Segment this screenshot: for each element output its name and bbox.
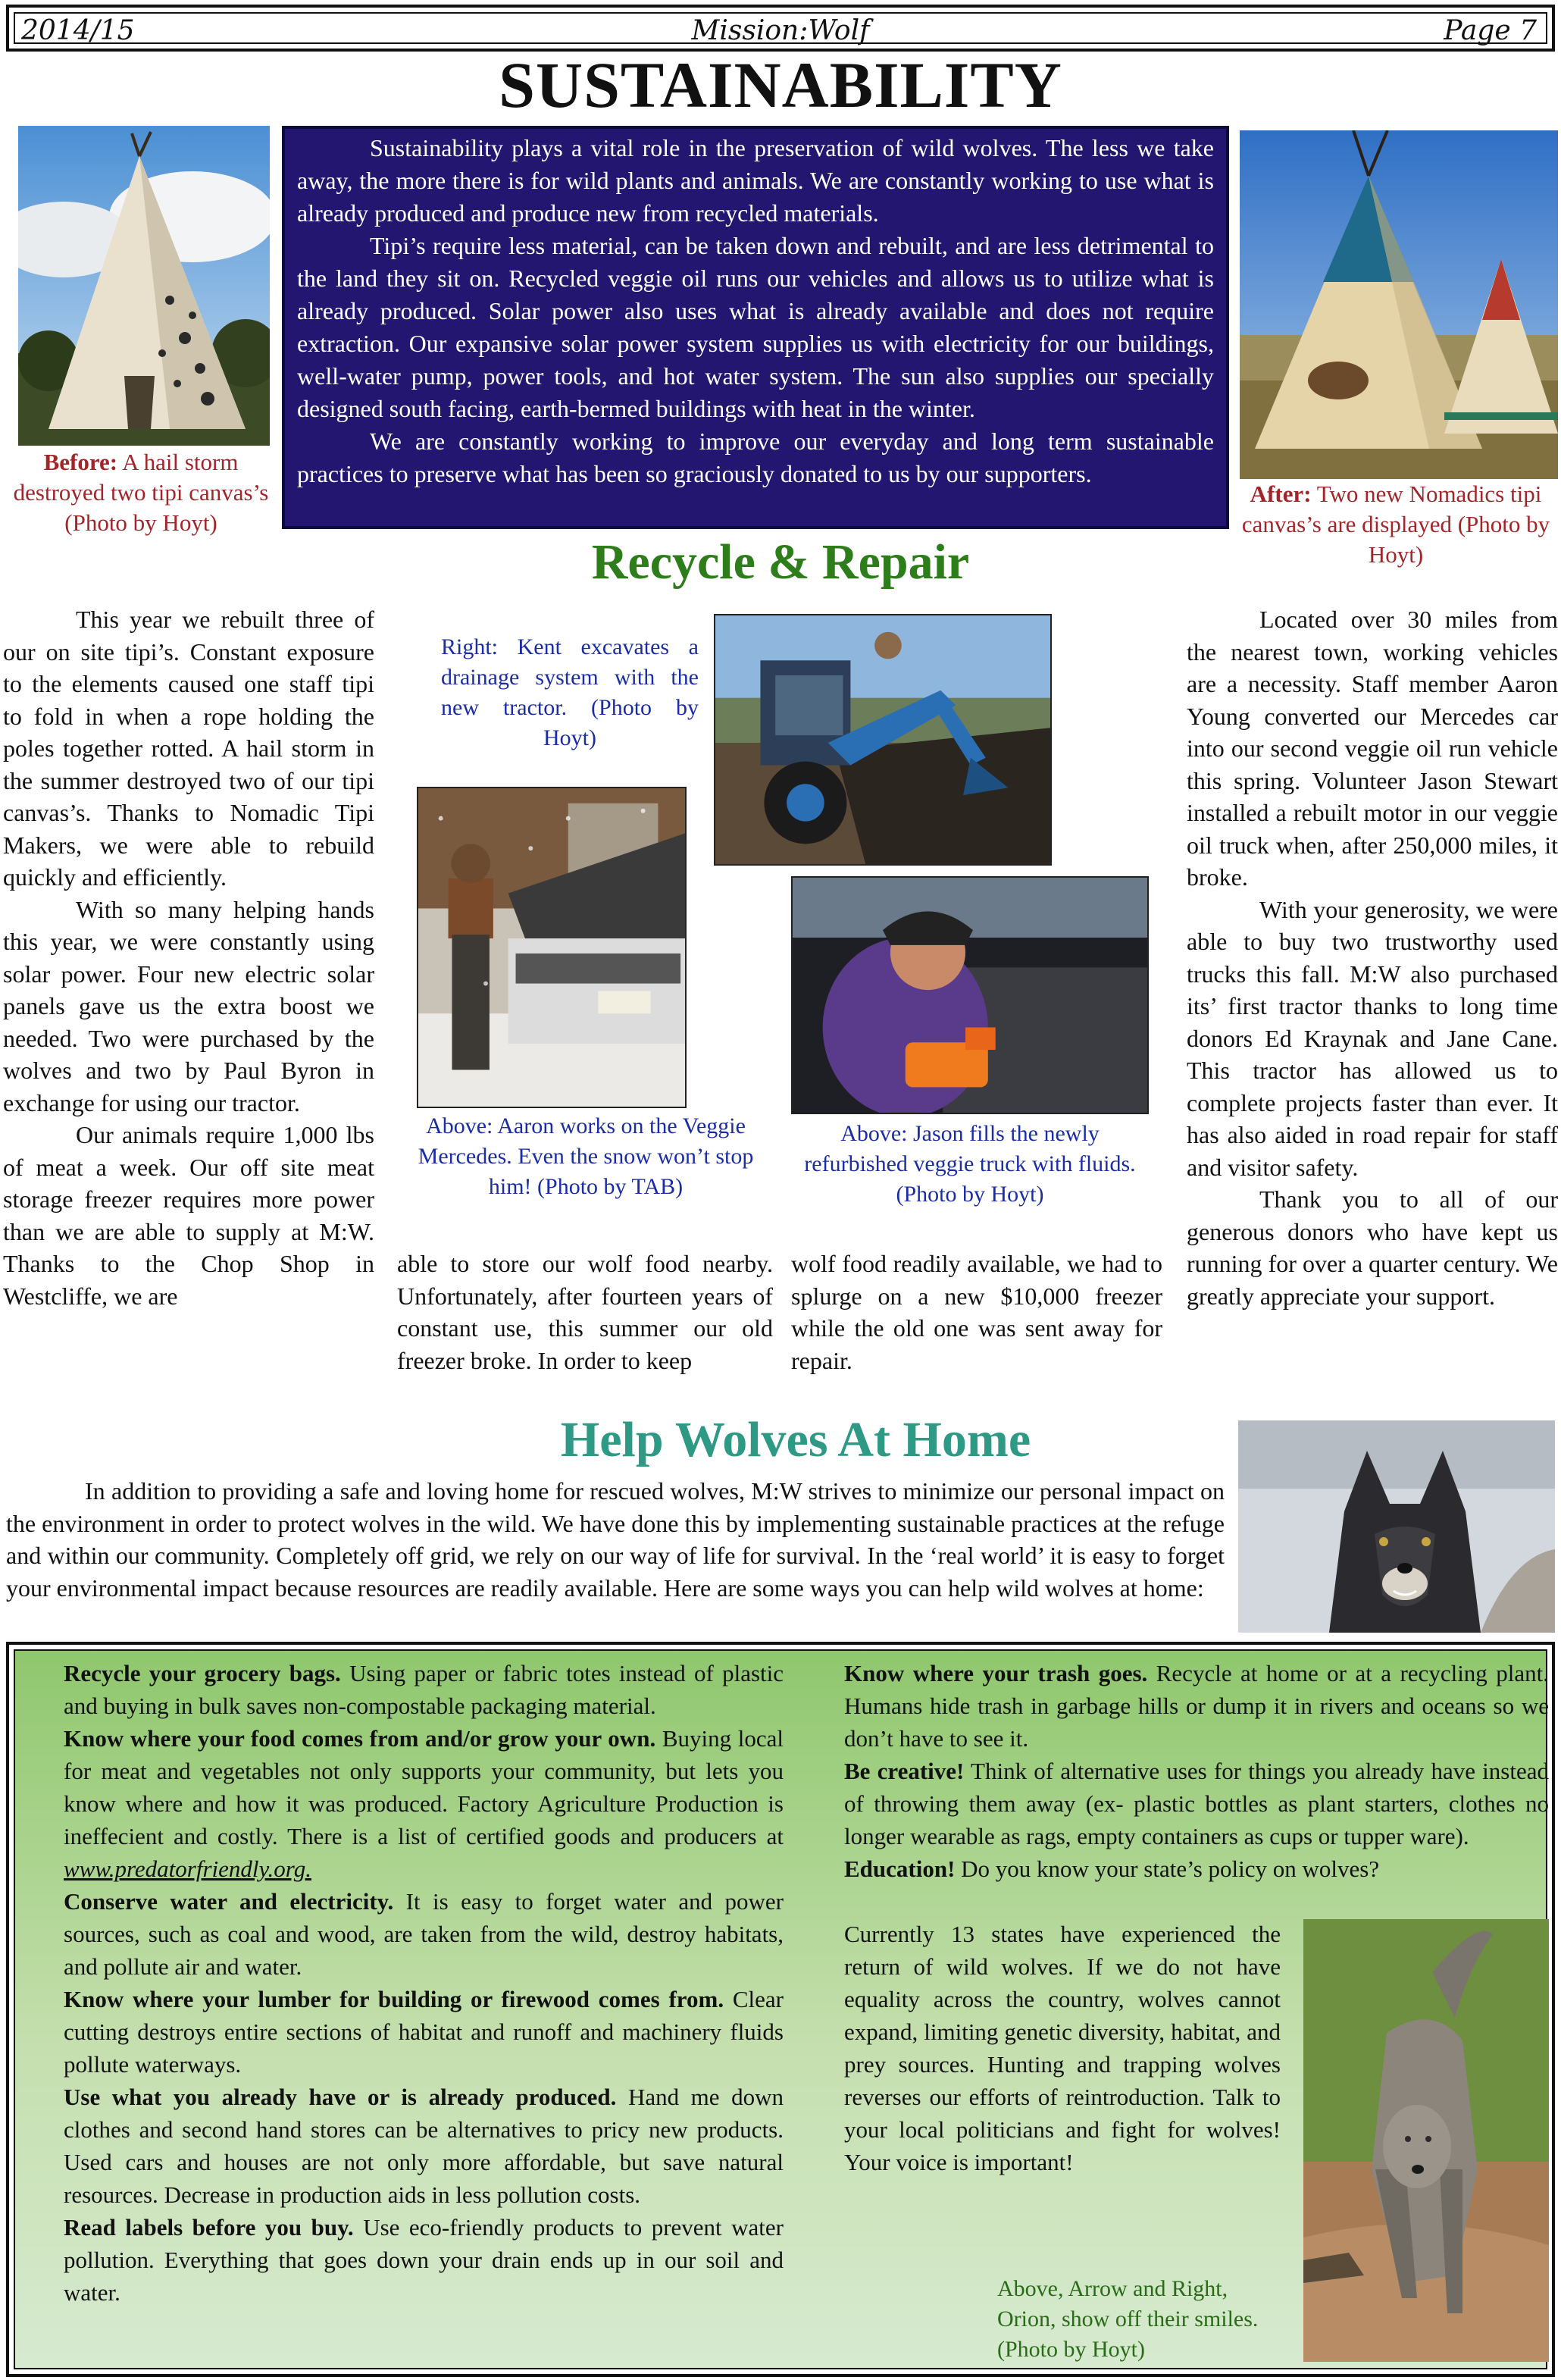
jason-truck-photo bbox=[791, 876, 1149, 1114]
recycle-paragraph: With so many helping hands this year, we were constantly using solar power. Four new electric solar panels gave us the extra boost we needed. Two were purchased by the wolves and two by Paul Byron in exchange for using our tractor. bbox=[3, 895, 374, 1116]
tips-box bbox=[6, 1642, 1555, 2377]
recycle-repair-heading: Recycle & Repair bbox=[591, 534, 970, 590]
tip-title: Know where your lumber for building or firewood comes from. bbox=[64, 1986, 724, 2012]
recycle-paragraph: Located over 30 miles from the nearest town, working vehicles are a necessity. Staff member Aaron Young converted our Mercedes car into our second veggie oil run vehicle this spring. Volunteer Jason Stewart installed a rebuilt motor in our veggie oil truck when, after 250,000 miles, it broke. bbox=[1187, 606, 1558, 891]
after-caption-label: After: bbox=[1250, 481, 1312, 507]
predatorfriendly-link[interactable]: www.predatorfriendly.org. bbox=[64, 1855, 311, 1882]
tip-item bbox=[64, 2081, 784, 2211]
tip-text: It is easy to forget water and power sources, such as coal and wood, are taken from the wild, destroy habitats, and pollute air and water. bbox=[64, 1888, 784, 1980]
wolf-arrow-photo bbox=[1238, 1420, 1555, 1633]
recycle-left-column bbox=[3, 603, 374, 1312]
wolf-orion-photo bbox=[1303, 1919, 1549, 2362]
help-intro-paragraph bbox=[6, 1475, 1225, 1604]
tip-title: Read labels before you buy. bbox=[64, 2214, 354, 2241]
before-tipi-photo bbox=[18, 126, 270, 446]
tip-item bbox=[844, 1852, 1549, 1885]
recycle-paragraph: Our animals require 1,000 lbs of meat a week. Our off site meat storage freezer requires more power than we are able to supply at M:W. Thanks to the Chop Shop in Westcliffe, we are bbox=[3, 1121, 374, 1310]
recycle-right-column bbox=[1187, 603, 1558, 1312]
tip-title: Conserve water and electricity. bbox=[64, 1888, 394, 1915]
recycle-mid-column-2: wolf food readily available, we had to splurge on a new $10,000 freezer while the old one was sent away for repair. bbox=[791, 1250, 1162, 1374]
tip-item bbox=[64, 1885, 784, 1983]
aaron-caption: Above: Aaron works on the Veggie Mercedes. Even the snow won’t stop him! (Photo by TAB) bbox=[418, 1113, 754, 1199]
after-caption-text: Two new Nomadics tipi canvas’s are displayed (Photo by Hoyt) bbox=[1241, 481, 1550, 568]
tractor-photo bbox=[714, 614, 1052, 866]
tip-item bbox=[844, 1755, 1549, 1852]
tip-text: Buying local for meat and vegetables not only supports your community, but lets you know where and how it was produced. Factory Agriculture Production is ineffecient and costly. There is a list of certified goods and producers at bbox=[64, 1725, 784, 1849]
tip-text: Use eco-friendly products to prevent water pollution. Everything that goes down your drain ends up in our soil and water. bbox=[64, 2214, 784, 2306]
before-caption bbox=[0, 447, 282, 538]
help-wolves-heading: Help Wolves At Home bbox=[560, 1412, 1031, 1467]
tip-text: Hand me down clothes and second hand stores can be alternatives to pricy new products. Used cars and houses are not only more affordable, but save natural resources. Decrease in production aids in less pollution costs. bbox=[64, 2084, 784, 2208]
tip-title: Know where your food comes from and/or grow your own. bbox=[64, 1725, 656, 1752]
recycle-paragraph: Thank you to all of our generous donors who have kept us running for over a quarter century. We greatly appreciate your support. bbox=[1187, 1185, 1558, 1310]
intro-paragraph: We are constantly working to improve our everyday and long term sustainable practices to preserve what has been so graciously donated to us by our supporters. bbox=[297, 427, 1214, 487]
recycle-paragraph: This year we rebuilt three of our on site tipi’s. Constant exposure to the elements caused one staff tipi to fold in when a rope holding the poles together rotted. A hail storm in the summer destroyed two of our tipi canvas’s. Thanks to Nomadic Tipi Makers, we were able to rebuild quickly and efficiently. bbox=[3, 606, 374, 891]
intro-paragraph: Sustainability plays a vital role in the preservation of wild wolves. The less we take away, the more there is for wild plants and animals. We are constantly working to use what is already produced and produce new from recycled materials. bbox=[297, 134, 1214, 227]
tip-item bbox=[844, 1657, 1549, 1755]
tip-item bbox=[64, 2211, 784, 2309]
tip-title: Recycle your grocery bags. bbox=[64, 1660, 341, 1686]
intro-box bbox=[282, 126, 1229, 529]
help-intro-text: In addition to providing a safe and loving home for rescued wolves, M:W strives to minimize our personal impact on the environment in order to protect wolves in the wild. We have done this by implementing sustainable practices at the refuge and within our community. Completely off grid, we rely on our way of life for survival. In the ‘real world’ it is easy to forget your environmental impact because resources are readily available. Here are some ways you can help wild wolves at home: bbox=[6, 1477, 1225, 1602]
tip-title: Know where your trash goes. bbox=[844, 1660, 1148, 1686]
intro-paragraph: Tipi’s require less material, can be taken down and rebuilt, and are less detrimental to the land they sit on. Recycled veggie oil runs our vehicles and allows us to utilize what is already produced. Solar power also uses what is already available and does not require extraction. Our expansive solar power system supplies us with electricity for our buildings, well-water pump, power tools, and hot water system. The sun also supplies our specially designed south facing, earth-bermed buildings with heat in the winter. bbox=[297, 232, 1214, 422]
tip-item bbox=[64, 1983, 784, 2081]
education-text: Currently 13 states have experienced the return of wild wolves. If we do not have equality across the country, wolves cannot expand, limiting genetic diversity, habitat, and prey sources. Hunting and trapping wolves reverses our efforts of reintroduction. Talk to your local politicians and fight for wolves! Your voice is important! bbox=[844, 1921, 1281, 2175]
kent-caption: Right: Kent excavates a drainage system with the new tractor. (Photo by Hoyt) bbox=[441, 634, 699, 750]
tip-title: Use what you already have or is already produced. bbox=[64, 2084, 617, 2110]
tip-item bbox=[64, 1657, 784, 1722]
header-page-number: Page 7 bbox=[1444, 15, 1537, 46]
tip-title: Be creative! bbox=[844, 1758, 965, 1784]
tip-text: Clear cutting destroys entire sections of habitat and runoff and machinery fluids pollute waterways. bbox=[64, 1986, 784, 2078]
tip-title: Education! bbox=[844, 1855, 956, 1882]
tip-text: Using paper or fabric totes instead of plastic and buying in bulk saves non-compostable packaging material. bbox=[64, 1660, 784, 1719]
aaron-mercedes-photo bbox=[417, 787, 687, 1108]
orion-caption: Above, Arrow and Right, Orion, show off their smiles. (Photo by Hoyt) bbox=[997, 2276, 1259, 2362]
tip-text: Think of alternative uses for things you already have instead of throwing them away (ex- plastic bottles as plant starters, clothes no longer wearable as rags, empty containers as cups or tupper ware). bbox=[844, 1758, 1549, 1849]
before-caption-label: Before: bbox=[43, 449, 118, 475]
recycle-mid-column-1: able to store our wolf food nearby. Unfortunately, after fourteen years of constant use, this summer our old freezer broke. In order to keep bbox=[397, 1250, 773, 1374]
before-caption-text: A hail storm destroyed two tipi canvas’s (Photo by Hoyt) bbox=[13, 449, 269, 536]
after-tipi-photo bbox=[1240, 130, 1558, 479]
tips-left-column bbox=[64, 1657, 784, 2309]
page-title: SUSTAINABILITY bbox=[499, 49, 1062, 121]
header-publication: Mission:Wolf bbox=[691, 15, 870, 46]
tip-text: Recycle at home or at a recycling plant. Humans hide trash in garbage hills or dump it in rivers and oceans so we don’t have to see it. bbox=[844, 1660, 1549, 1752]
page-header bbox=[6, 5, 1555, 52]
jason-caption: Above: Jason fills the newly refurbished veggie truck with fluids.(Photo by Hoyt) bbox=[804, 1121, 1136, 1207]
header-issue: 2014/15 bbox=[21, 15, 135, 46]
recycle-paragraph: With your generosity, we were able to buy two trustworthy used trucks this fall. M:W also purchased its’ first tractor thanks to long time donors Ed Kraynak and Jane Cane. This tractor has allowed us to complete projects faster than ever. It has also aided in road repair for staff and visitor safety. bbox=[1187, 895, 1558, 1181]
tip-item bbox=[64, 1722, 784, 1885]
tips-right-column bbox=[844, 1657, 1549, 1885]
tip-text: Do you know your state’s policy on wolves? bbox=[961, 1855, 1380, 1882]
